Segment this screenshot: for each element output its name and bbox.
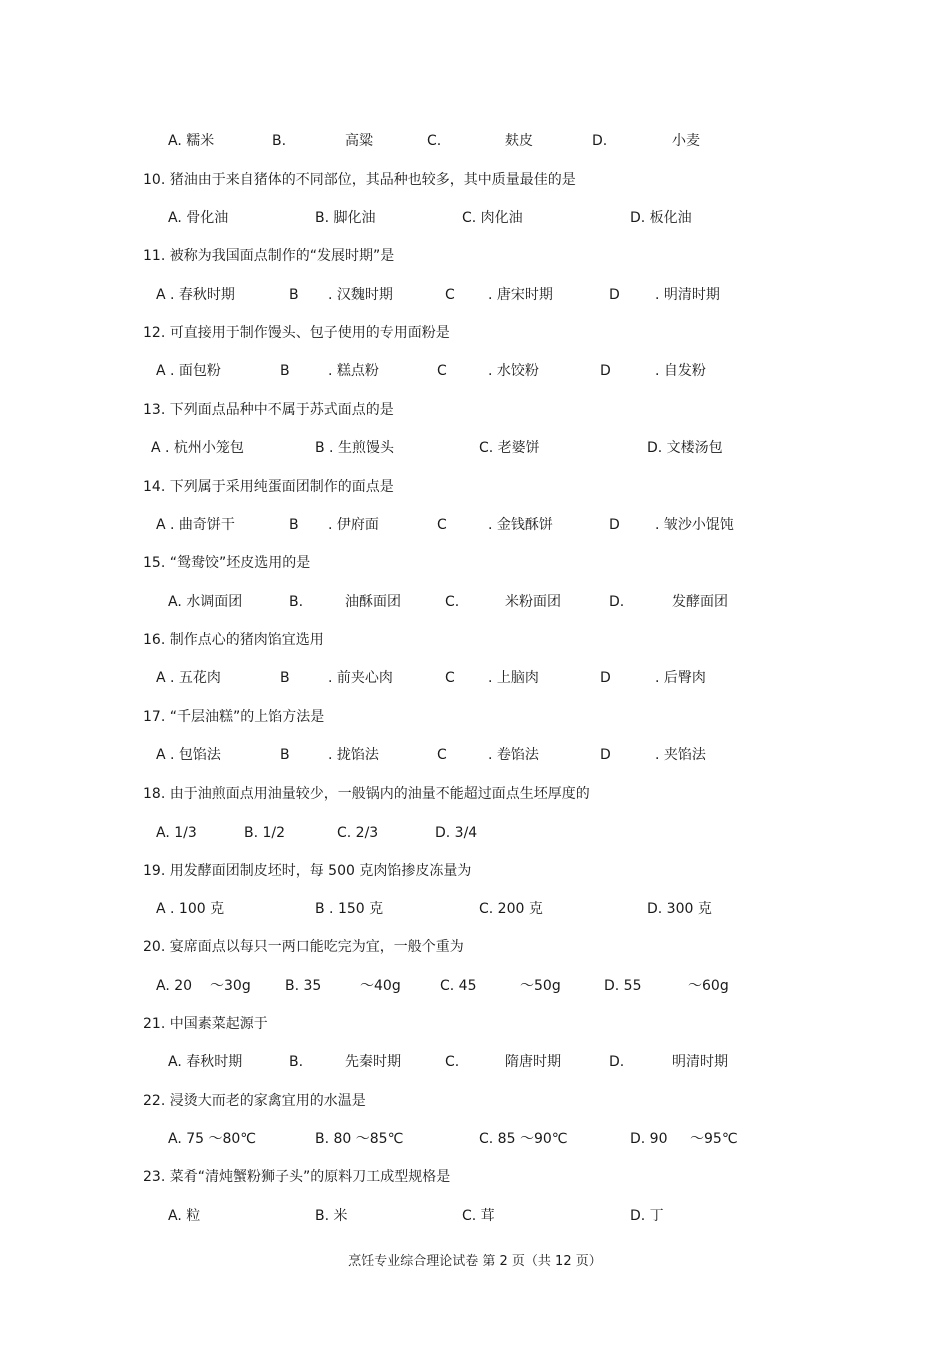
option-b-letter: B [280,670,290,686]
question-19: 19. 用发酵面团制皮坯时，每 500 克肉馅掺皮冻量为 [143,863,472,879]
option-a: A . 100 克 [156,901,225,917]
option-c-text: 隋唐时期 [505,1054,561,1070]
option-b-letter: B [289,517,299,533]
option-c-text: 麸皮 [505,133,533,149]
option-b: B . 150 克 [315,901,384,917]
question-15: 15. “鸳鸯饺”坯皮选用的是 [143,555,311,571]
question-18: 18. 由于油煎面点用油量较少，一般锅内的油量不能超过面点生坯厚度的 [143,786,590,802]
option-d-text: . 皱沙小馄饨 [655,517,734,533]
option-a: A. 春秋时期 [168,1054,243,1070]
option-a: A. 水调面团 [168,594,243,610]
option-c-text: . 卷馅法 [488,747,539,763]
option-d-text: 明清时期 [672,1054,728,1070]
option-d-value: D. 55 [604,978,642,994]
option-c-letter: C. [445,594,460,610]
question-21: 21. 中国素菜起源于 [143,1016,268,1032]
option-a: A . 面包粉 [156,363,221,379]
question-14: 14. 下列属于采用纯蛋面团制作的面点是 [143,479,394,495]
option-b-letter: B [280,747,290,763]
option-b-text: . 伊府面 [328,517,379,533]
option-a: A. 1/3 [156,825,197,841]
option-b-text: . 糕点粉 [328,363,379,379]
option-c-text: . 水饺粉 [488,363,539,379]
option-d-text: . 自发粉 [655,363,706,379]
option-a: A . 包馅法 [156,747,221,763]
option-c-text: . 上脑肉 [488,670,539,686]
option-a-range: ～30g [210,978,251,994]
option-a: A . 曲奇饼干 [156,517,235,533]
option-c-text: . 唐宋时期 [488,287,553,303]
option-d-text: . 夹馅法 [655,747,706,763]
option-d-text: 发酵面团 [672,594,728,610]
option-c: C. 肉化油 [462,210,523,226]
option-b: B. 1/2 [244,825,286,841]
option-d-range: ～60g [688,978,729,994]
option-d-letter: D [600,363,611,379]
option-d: D. 3/4 [435,825,478,841]
option-c-text: . 金钱酥饼 [488,517,553,533]
option-c-letter: C [437,517,447,533]
option-b-letter: B. [272,133,287,149]
option-b-text: 油酥面团 [345,594,401,610]
page-footer: 烹饪专业综合理论试卷 第 2 页（共 12 页） [348,1254,602,1269]
option-b-text: 先秦时期 [345,1054,401,1070]
option-b-text: 高粱 [345,133,373,149]
option-b-text: . 拢馅法 [328,747,379,763]
option-d-letter: D. [609,1054,625,1070]
option-a-value: A. 20 [156,978,193,994]
option-c-letter: C [437,363,447,379]
question-13: 13. 下列面点品种中不属于苏式面点的是 [143,402,394,418]
option-a: A. 骨化油 [168,210,229,226]
option-b-letter: B [289,287,299,303]
option-c-value: C. 45 [440,978,477,994]
option-c-range: ～50g [520,978,561,994]
option-a: A. 75 ～80℃ [168,1131,257,1147]
option-d-letter: D. [592,133,608,149]
option-c-letter: C. [445,1054,460,1070]
question-12: 12. 可直接用于制作馒头、包子使用的专用面粉是 [143,325,450,341]
option-d-range: ～95℃ [690,1131,738,1147]
option-d: D. 丁 [630,1208,664,1224]
option-c: C. 200 克 [479,901,543,917]
option-d-letter: D. [609,594,625,610]
option-d: D. 板化油 [630,210,692,226]
option-c-letter: C [445,287,455,303]
question-11: 11. 被称为我国面点制作的“发展时期”是 [143,248,395,264]
option-b: B. 米 [315,1208,348,1224]
option-a: A . 五花肉 [156,670,221,686]
option-d-letter: D [600,670,611,686]
option-d-letter: D [609,287,620,303]
option-b-text: . 汉魏时期 [328,287,393,303]
option-c-letter: C [445,670,455,686]
option-d-text: . 后臀肉 [655,670,706,686]
question-20: 20. 宴席面点以每只一两口能吃完为宜，一般个重为 [143,939,464,955]
option-c: C. 85 ～90℃ [479,1131,568,1147]
option-d: D. 300 克 [647,901,712,917]
option-b-letter: B. [289,1054,304,1070]
option-a: A. 糯米 [168,133,215,149]
option-d-letter: D [609,517,620,533]
question-16: 16. 制作点心的猪肉馅宜选用 [143,632,324,648]
option-c: C. 2/3 [337,825,379,841]
option-b: B . 生煎馒头 [315,440,394,456]
option-b-value: B. 35 [285,978,322,994]
option-c: C. 老婆饼 [479,440,540,456]
option-d-text: . 明清时期 [655,287,720,303]
option-d-value: D. 90 [630,1131,668,1147]
option-b: B. 80 ～85℃ [315,1131,404,1147]
option-a: A. 粒 [168,1208,201,1224]
option-d-text: 小麦 [672,133,700,149]
question-17: 17. “千层油糕”的上馅方法是 [143,709,325,725]
option-b-range: ～40g [360,978,401,994]
option-b-letter: B. [289,594,304,610]
option-c-text: 米粉面团 [505,594,561,610]
option-b-text: . 前夹心肉 [328,670,393,686]
option-b-letter: B [280,363,290,379]
option-d: D. 文楼汤包 [647,440,723,456]
question-10: 10. 猪油由于来自猪体的不同部位，其品种也较多，其中质量最佳的是 [143,172,576,188]
question-22: 22. 浸烫大而老的家禽宜用的水温是 [143,1093,366,1109]
option-d-letter: D [600,747,611,763]
option-a: A . 杭州小笼包 [151,440,244,456]
option-c-letter: C [437,747,447,763]
option-b: B. 脚化油 [315,210,376,226]
option-a: A . 春秋时期 [156,287,235,303]
question-23: 23. 菜肴“清炖蟹粉狮子头”的原料刀工成型规格是 [143,1169,451,1185]
option-c-letter: C. [427,133,442,149]
option-c: C. 茸 [462,1208,495,1224]
